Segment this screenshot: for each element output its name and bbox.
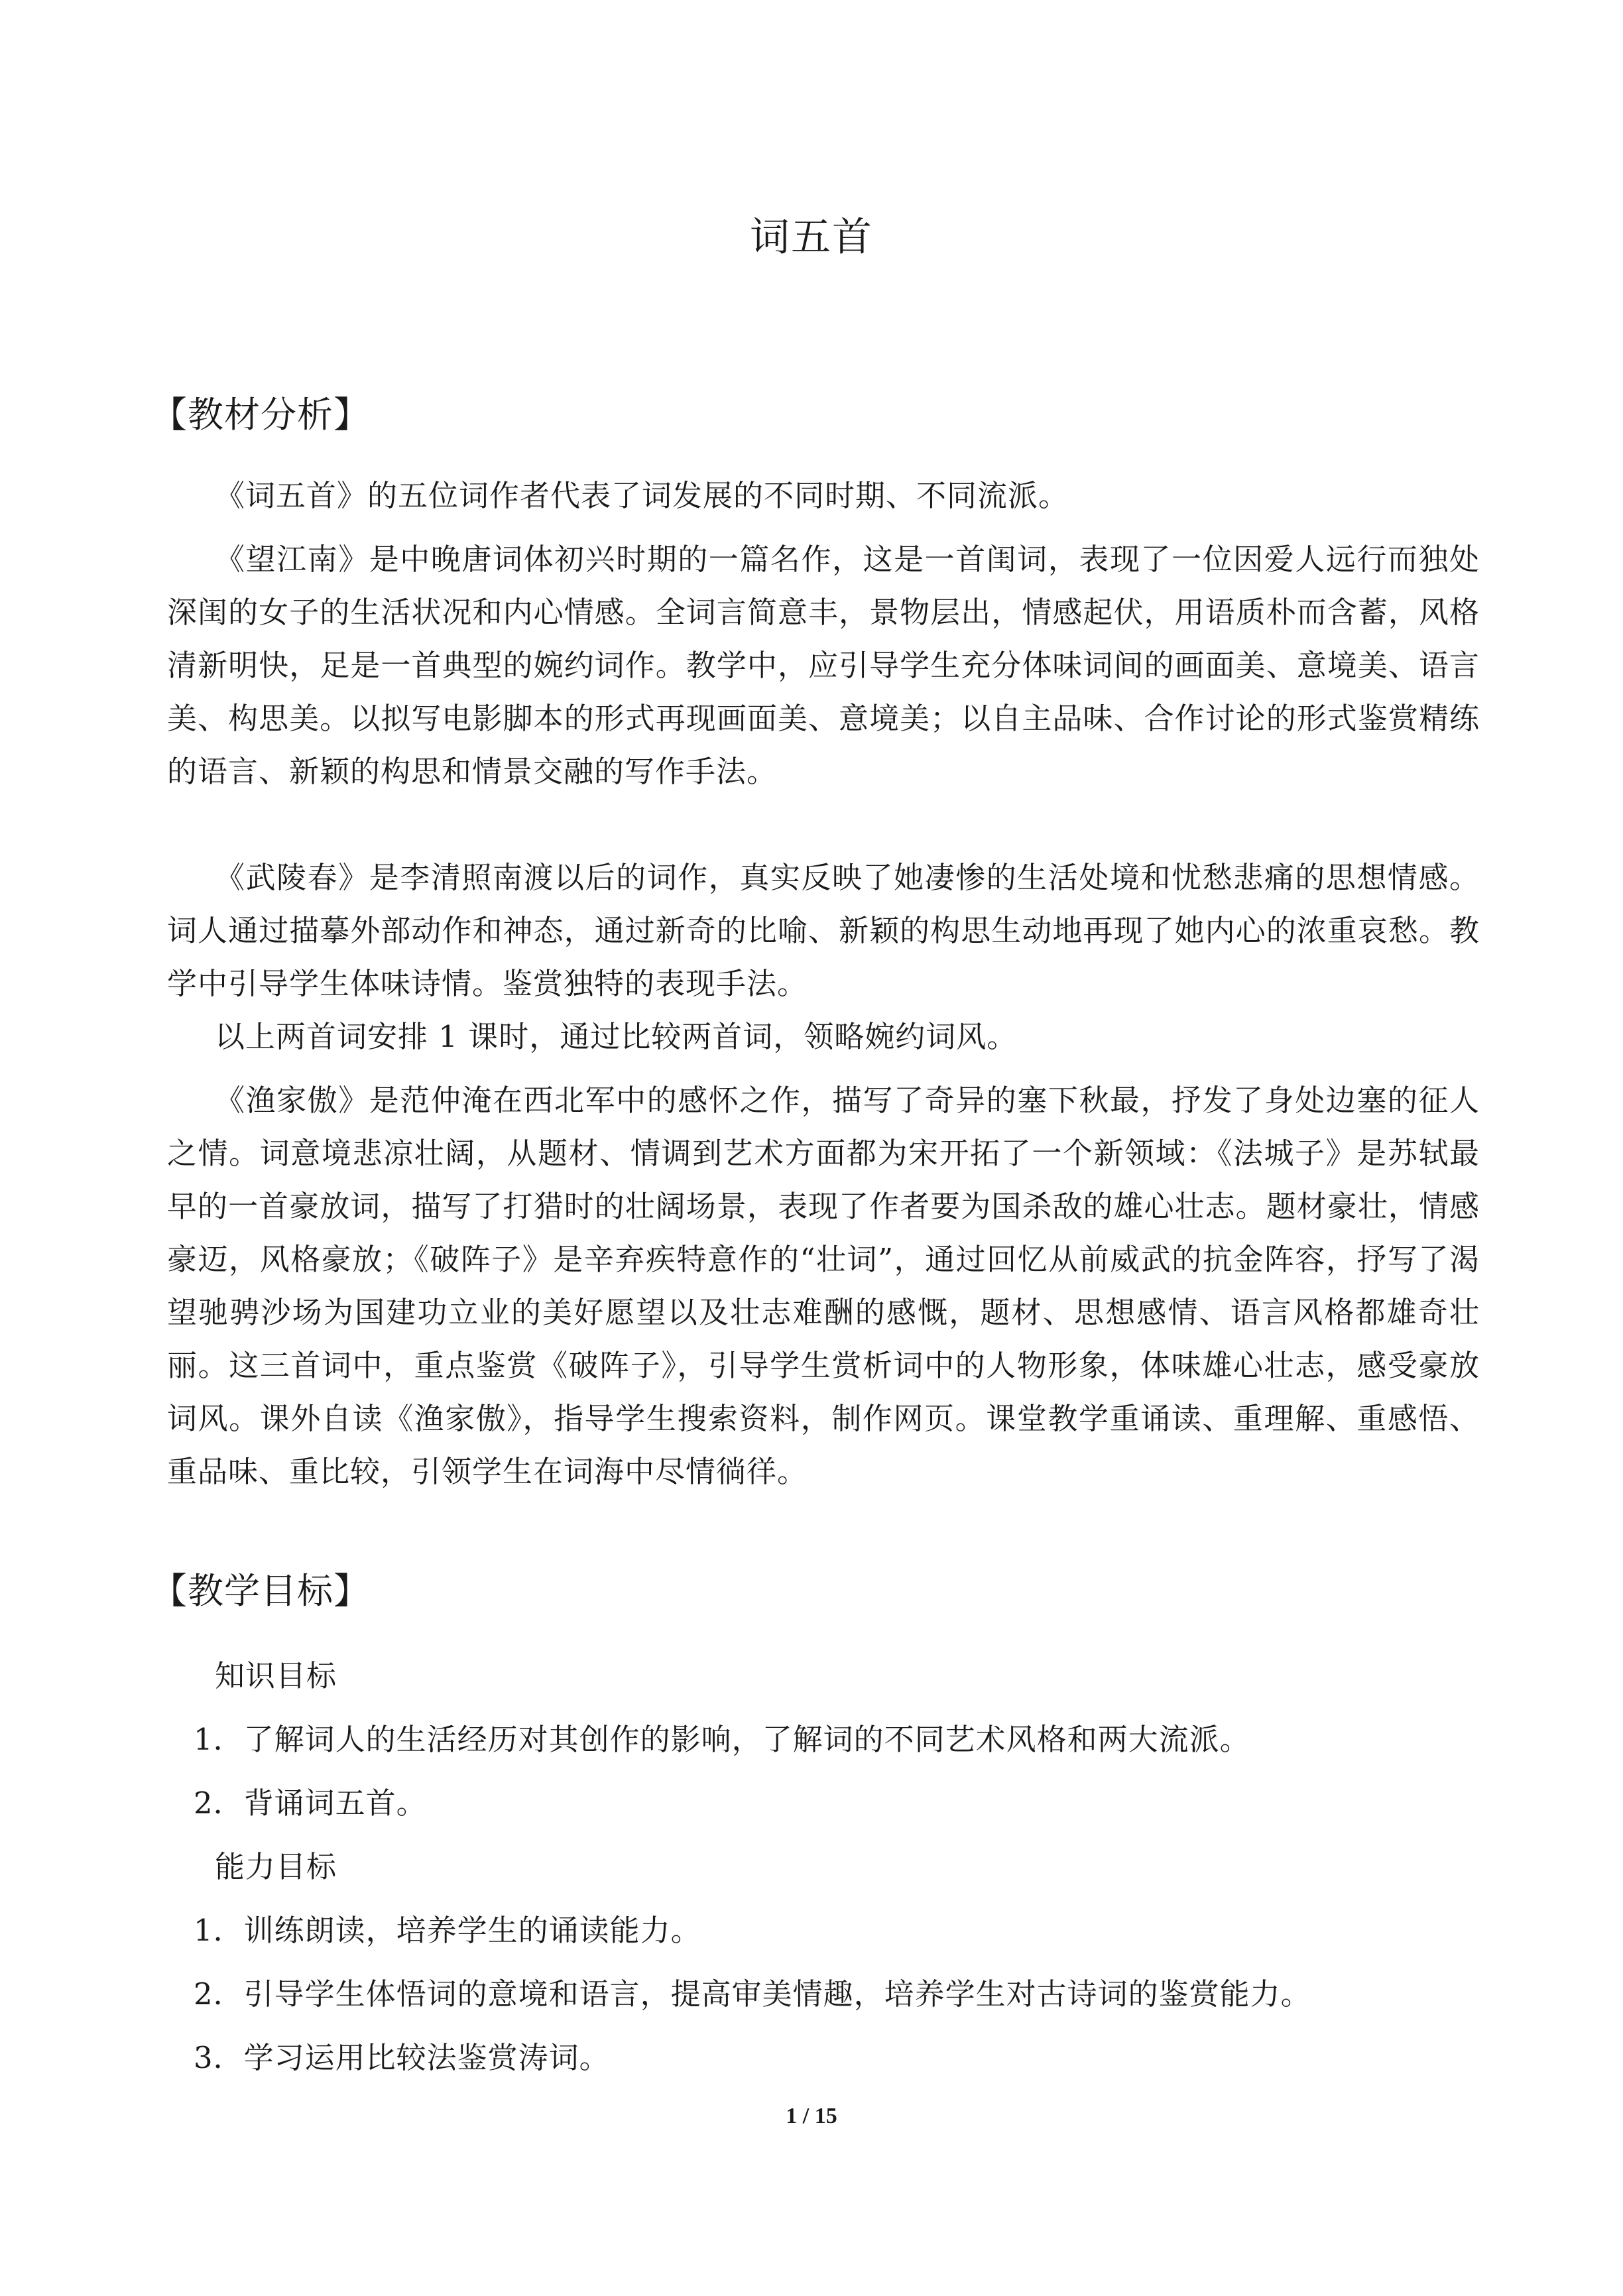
section-heading-objectives: 【教学目标】 xyxy=(151,1570,370,1612)
ability-objective-item: 1．训练朗读，培养学生的诵读能力。 xyxy=(194,1913,701,1948)
knowledge-objectives-label: 知识目标 xyxy=(215,1658,337,1693)
analysis-paragraph-4: 以上两首词安排 1 课时，通过比较两首词，领略婉约词风。 xyxy=(215,1019,1018,1054)
analysis-paragraph-3: 《武陵春》是李清照南渡以后的词作，真实反映了她凄惨的生活处境和忧愁悲痛的思想情感。词人通过描摹外部动作和神态，通过新奇的比喻、新颖的构思生动地再现了她内心的浓重哀愁。教学中引导学生体味诗情。鉴赏独特的表现手法。 xyxy=(167,860,1480,1001)
knowledge-objective-item: 1．了解词人的生活经历对其创作的影响，了解词的不同艺术风格和两大流派。 xyxy=(194,1722,1250,1757)
document-title: 词五首 xyxy=(750,214,873,261)
section-heading-analysis: 【教材分析】 xyxy=(151,394,370,436)
analysis-paragraph-5: 《渔家傲》是范仲淹在西北军中的感怀之作，描写了奇异的塞下秋最，抒发了身处边塞的征人之情。词意境悲凉壮阔，从题材、情调到艺术方面都为宋开拓了一个新领域：《法城子》是苏轼最早的一首豪放词，描写了打猎时的壮阔场景，表现了作者要为国杀敌的雄心壮志。题材豪壮，情感豪迈，风格豪放；《破阵子》是辛弃疾特意作的“壮词”，通过回忆从前威武的抗金阵容，抒写了渴望驰骋沙场为国建功立业的美好愿望以及壮志难酬的感慨，题材、思想感情、语言风格都雄奇壮丽。这三首词中，重点鉴赏《破阵子》，引导学生赏析词中的人物形象，体味雄心壮志，感受豪放词风。课外自读《渔家傲》，指导学生搜索资料，制作网页。课堂教学重诵读、重理解、重感悟、重品味、重比较，引领学生在词海中尽情徜徉。 xyxy=(167,1083,1480,1489)
ability-objective-item: 2．引导学生体悟词的意境和语言，提高审美情趣，培养学生对古诗词的鉴赏能力。 xyxy=(194,1976,1311,2012)
analysis-paragraph-1: 《词五首》的五位词作者代表了词发展的不同时期、不同流派。 xyxy=(215,478,1069,513)
analysis-paragraph-2: 《望江南》是中晚唐词体初兴时期的一篇名作，这是一首闺词，表现了一位因爱人远行而独处深闺的女子的生活状况和内心情感。全词言简意丰，景物层出，情感起伏，用语质朴而含蓄，风格清新明快，足是一首典型的婉约词作。教学中，应引导学生充分体味词间的画面美、意境美、语言美、构思美。以拟写电影脚本的形式再现画面美、意境美；以自主品味、合作讨论的形式鉴赏精练的语言、新颖的构思和情景交融的写作手法。 xyxy=(167,542,1480,789)
page-number: 1 / 15 xyxy=(786,2104,837,2128)
ability-objectives-label: 能力目标 xyxy=(215,1849,337,1884)
knowledge-objective-item: 2．背诵词五首。 xyxy=(194,1785,427,1821)
ability-objective-item: 3．学习运用比较法鉴赏涛词。 xyxy=(194,2040,610,2075)
